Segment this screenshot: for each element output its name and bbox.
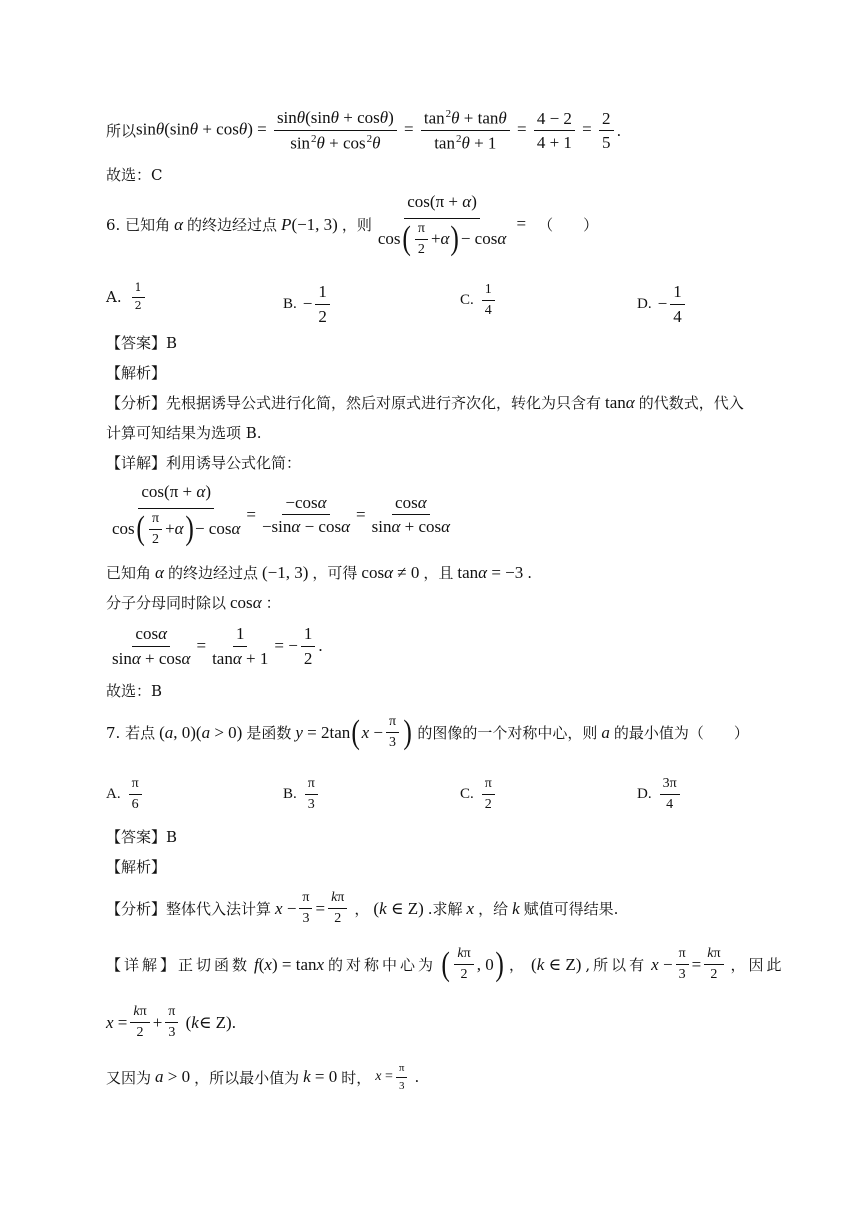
k-symbol: k (512, 898, 520, 918)
alpha-symbol: α (155, 562, 164, 582)
x-symbol: x (466, 898, 475, 918)
option-b (283, 282, 333, 326)
point-a0: (a, 0)(a > 0) (159, 722, 243, 742)
a-positive: a > 0 (155, 1067, 191, 1087)
alpha-symbol: α (174, 214, 184, 234)
analysis-6-text-a: 【分析】先根据诱导公式进行化简，然后对原式进行齐次化，转化为只含有 (106, 394, 602, 412)
detail-7-solution: x = $\frac{k\pi}{2}$ + $\frac{\pi}{3}$ ( k ∈ Z) . (106, 1004, 236, 1041)
symmetry-center: ( $\frac{k\pi}{2}$ , 0 ) (441, 945, 504, 983)
point-p: P(−1, 3) (281, 214, 338, 234)
k-in-z: (k ∈ Z) (531, 954, 582, 974)
solution-line-1 (106, 108, 621, 153)
x-value: x = $\frac{\pi}{3}$ (375, 1062, 410, 1092)
option-7d-label: D. (637, 786, 652, 803)
option-7d (637, 776, 683, 813)
option-7a (106, 776, 145, 813)
answer-select-c: 故选：C (106, 166, 163, 184)
cos-alpha: cosα (230, 592, 262, 612)
detail-6-text-c: ，可得 (312, 564, 358, 582)
comma: ， (509, 956, 528, 975)
tan-value: tanα = −3 (457, 562, 524, 582)
detail-6-text-b-a: 分子分母同时除以 (106, 594, 227, 612)
question-6-fraction: cos(π + α) cos ( $\frac{\pi}{2}$ + α ) − cos α = (377, 192, 527, 258)
detail-6-text-d: ，且 (423, 564, 454, 582)
option-c-label: C. (460, 292, 474, 309)
period: . (231, 1012, 236, 1032)
period: . (414, 1068, 420, 1087)
a-symbol: a (601, 722, 610, 742)
answer-6: 【答案】B (106, 334, 178, 352)
answer-select-b: 故选：B (106, 682, 163, 700)
question-7-text-3: 的最小值为（ ） (613, 724, 749, 743)
option-7d-value: $\frac{3\pi}{4}$ (660, 776, 680, 813)
detail-7-conclusion-b: ，所以最小值为 (194, 1068, 300, 1087)
option-a (106, 282, 148, 312)
option-7c (460, 776, 498, 813)
option-7a-value: $\frac{\pi}{6}$ (129, 776, 142, 813)
detail-6-heading: 【详解】利用诱导公式化简： (106, 454, 302, 472)
analysis-7-text-d: ，给 (478, 900, 509, 919)
option-7c-label: C. (460, 786, 474, 803)
question-6-text-2: ，则 (341, 216, 372, 235)
period: . (616, 121, 622, 140)
analysis-6-text-b: 的代数式，代入 (638, 394, 744, 412)
option-c (460, 282, 498, 319)
analysis-7-heading: 【解析】 (106, 858, 167, 876)
equation-x: x − $\frac{\pi}{3}$ = $\frac{k\pi}{2}$ (651, 946, 726, 983)
minus-sign: − (657, 294, 668, 314)
f-of-x: f(x) = tanx (254, 954, 325, 974)
equation-substitution: x − $\frac{\pi}{3}$ = $\frac{k\pi}{2}$ (275, 890, 350, 927)
detail-7-conclusion (106, 1062, 419, 1092)
option-d-value: $\frac{1}{4}$ (670, 282, 685, 326)
detail-7-text-e: ，因此 (730, 956, 785, 975)
option-d-label: D. (637, 295, 652, 312)
option-b-label: B. (283, 295, 297, 312)
period: . (318, 636, 323, 656)
question-6-number: 6. 已知角 (106, 216, 171, 235)
option-7b-label: B. (283, 786, 297, 803)
option-7b (283, 776, 321, 813)
comma: ， (354, 900, 370, 919)
analysis-7-text-a: 【分析】整体代入法计算 (106, 900, 272, 919)
question-6-text-1: 的终边经过点 (187, 216, 278, 235)
option-c-value: $\frac{1}{4}$ (482, 282, 495, 319)
analysis-6-heading: 【解析】 (106, 364, 167, 382)
analysis-6-text (106, 392, 744, 413)
question-7 (106, 714, 749, 751)
option-b-value: $\frac{1}{2}$ (315, 282, 330, 326)
question-7-text-1: 是函数 (246, 724, 292, 743)
option-7c-value: $\frac{\pi}{2}$ (482, 776, 495, 813)
point-coordinates: (−1, 3) (261, 562, 309, 582)
answer-7: 【答案】B (106, 828, 178, 846)
k-in-z: (k ∈ Z) (373, 898, 424, 918)
question-7-number: 7. 若点 (106, 724, 156, 743)
detail-7-text-d: ,所以有 (585, 956, 648, 975)
cos-nonzero: cosα ≠ 0 (361, 562, 420, 582)
detail-6-text-a: 已知角 (106, 564, 152, 582)
answer-blank: （ ） (538, 216, 599, 235)
detail-7-text-b: 的对称中心为 (328, 956, 437, 975)
minus-sign: − (302, 294, 313, 314)
detail-7-text (106, 946, 785, 983)
option-7b-value: $\frac{\pi}{3}$ (305, 776, 318, 813)
detail-6-equation-2: $\frac{\cos\alpha}{\sin\alpha + \cos\alpha}$ = $\frac{1}{\tan\alpha + 1}$ = − $\frac{1}{2}$ . (112, 624, 323, 668)
option-a-value: $\frac{1}{2}$ (132, 282, 145, 312)
option-d (637, 282, 688, 326)
question-7-text-2: 的图像的一个对称中心，则 (417, 724, 598, 743)
period: . (527, 563, 533, 582)
option-7a-label: A. (106, 786, 121, 803)
analysis-7-text-e: 赋值可得结果. (523, 900, 619, 919)
analysis-7-text (106, 890, 618, 927)
detail-6-equation: cos(π + α) cos ( $\frac{\pi}{2}$ + α ) − cos α = $\frac{-\cos\alpha}{-\sin\alpha - \cos\alpha}$ = $\frac{\cos\alpha}{\sin\alpha + \cos\alpha}$ (112, 482, 451, 548)
question-6 (106, 192, 598, 258)
math-expression: sinθ(sinθ + cosθ) = $\frac{\sin\theta(\sin\theta + \cos\theta)}{\sin^2\theta + \cos^2\theta}$ = $\frac{\tan^2\theta + \tan\theta}{\tan^2\theta + 1}$ = $\frac{4 - 2}{4 + 1}$ = $\frac{2}{5}$ (136, 108, 617, 153)
analysis-6-text-c: 计算可知结果为选项 B. (106, 424, 262, 442)
k-zero: k = 0 (303, 1067, 338, 1087)
detail-6-line-b (106, 592, 281, 613)
detail-6-text-b: 的终边经过点 (167, 564, 258, 582)
tan-alpha: tanα (605, 392, 635, 412)
detail-7-text-a: 【详解】正切函数 (106, 956, 251, 975)
detail-7-conclusion-a: 又因为 (106, 1068, 152, 1087)
option-a-label: A. (106, 288, 122, 307)
function-expression: y = 2tan ( x − $\frac{\pi}{3}$ ) (295, 713, 412, 751)
detail-6-line-a (106, 562, 532, 583)
colon: ： (265, 594, 281, 612)
detail-7-conclusion-c: 时， (341, 1068, 372, 1087)
analysis-7-text-c: .求解 (427, 900, 463, 919)
text-prefix: 所以 (106, 122, 137, 141)
